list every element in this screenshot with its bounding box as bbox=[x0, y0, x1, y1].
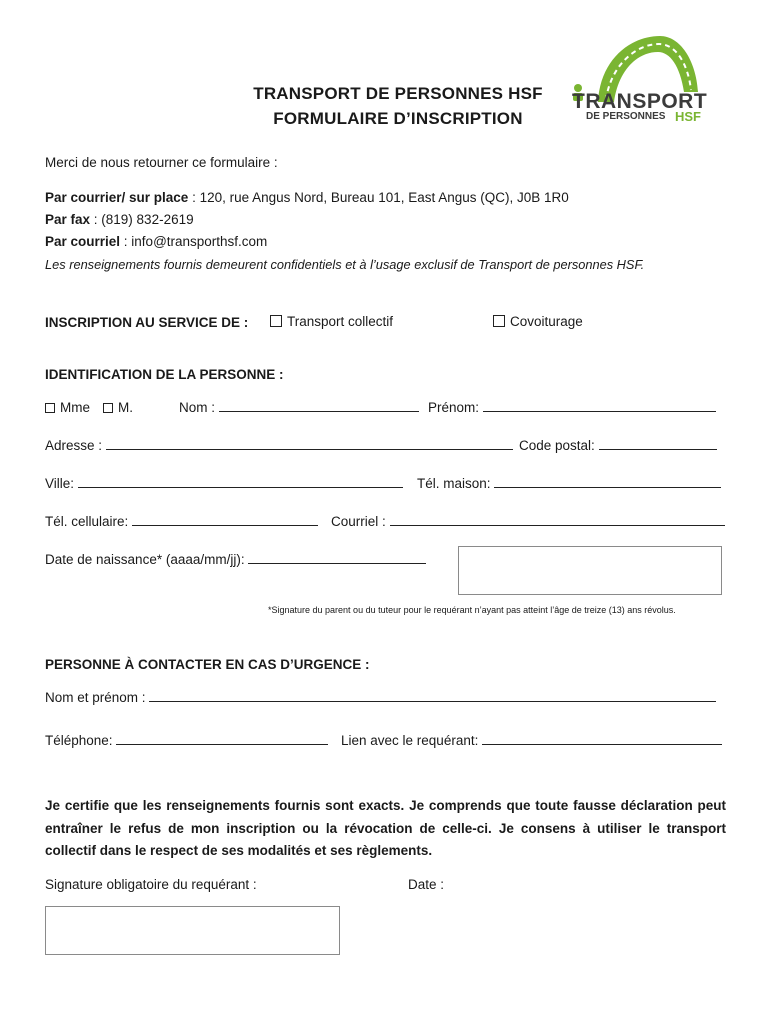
courriel-field[interactable] bbox=[331, 514, 725, 529]
tel-cell-label: Tél. cellulaire: bbox=[45, 514, 129, 529]
service-option-covoiturage[interactable] bbox=[493, 314, 583, 329]
logo bbox=[560, 30, 720, 130]
transport-checkbox[interactable] bbox=[270, 315, 282, 327]
code-postal-label: Code postal: bbox=[519, 438, 595, 453]
urgence-heading: PERSONNE À CONTACTER EN CAS D’URGENCE : bbox=[45, 657, 370, 672]
mme-checkbox[interactable] bbox=[45, 403, 55, 413]
service-label: INSCRIPTION AU SERVICE DE : bbox=[45, 315, 249, 330]
adresse-label: Adresse : bbox=[45, 438, 103, 453]
prenom-field[interactable] bbox=[428, 400, 716, 415]
nom-field[interactable] bbox=[179, 400, 419, 415]
prenom-label: Prénom: bbox=[428, 400, 480, 415]
transport-label: Transport collectif bbox=[287, 314, 394, 329]
covoiturage-checkbox[interactable] bbox=[493, 315, 505, 327]
logo-word-main: TRANSPORT bbox=[572, 90, 708, 113]
intro-lead: Merci de nous retourner ce formulaire : bbox=[45, 155, 278, 170]
signature-note: *Signature du parent ou du tuteur pour le requérant n’ayant pas atteint l’âge de treize (13) ans révolus. bbox=[268, 605, 676, 615]
urgence-telephone-label: Téléphone: bbox=[45, 733, 113, 748]
certification-text: Je certifie que les renseignements fournis sont exacts. Je comprends que toute fausse déclaration peut entraîner le refus de mon inscription ou la révocation de celle-ci. Je consens à utiliser le transport collectif dans le respect de ses modalités et ses règlements. bbox=[45, 798, 726, 858]
m-checkbox[interactable] bbox=[103, 403, 113, 413]
courrier-value: : 120, rue Angus Nord, Bureau 101, East Angus (QC), J0B 1R0 bbox=[188, 190, 569, 205]
fax-value: : (819) 832-2619 bbox=[90, 212, 194, 227]
logo-word-brand: HSF bbox=[675, 109, 701, 124]
courriel-label: Courriel : bbox=[331, 514, 386, 529]
courrier-label: Par courrier/ sur place bbox=[45, 190, 189, 205]
urgence-lien-field[interactable] bbox=[341, 733, 722, 748]
email-value: : info@transporthsf.com bbox=[120, 234, 268, 249]
signature-box[interactable] bbox=[45, 906, 340, 955]
m-label: M. bbox=[118, 400, 133, 415]
mme-option[interactable] bbox=[45, 400, 90, 415]
courrier-line bbox=[45, 190, 569, 205]
urgence-lien-label: Lien avec le requérant: bbox=[341, 733, 479, 748]
ville-label: Ville: bbox=[45, 476, 75, 491]
service-option-transport[interactable] bbox=[270, 314, 393, 329]
adresse-field[interactable] bbox=[45, 438, 513, 453]
confidential-note: Les renseignements fournis demeurent confidentiels et à l’usage exclusif de Transport de personnes HSF. bbox=[45, 257, 645, 272]
signature-label: Signature obligatoire du requérant : bbox=[45, 877, 257, 892]
nom-label: Nom : bbox=[179, 400, 216, 415]
fax-label: Par fax bbox=[45, 212, 91, 227]
email-line bbox=[45, 234, 267, 249]
urgence-nom-label: Nom et prénom : bbox=[45, 690, 146, 705]
naissance-label: Date de naissance* (aaaa/mm/jj): bbox=[45, 552, 245, 567]
logo-word-sub: DE PERSONNES bbox=[586, 111, 666, 122]
naissance-field[interactable] bbox=[45, 552, 426, 567]
urgence-nom-field[interactable] bbox=[45, 690, 716, 705]
urgence-telephone-field[interactable] bbox=[45, 733, 328, 748]
m-option[interactable] bbox=[103, 400, 133, 415]
mme-label: Mme bbox=[60, 400, 90, 415]
email-label: Par courriel bbox=[45, 234, 121, 249]
page-title: TRANSPORT DE PERSONNES HSF bbox=[253, 84, 543, 103]
date-label: Date : bbox=[408, 877, 445, 892]
tel-maison-label: Tél. maison: bbox=[417, 476, 491, 491]
tel-maison-field[interactable] bbox=[417, 476, 721, 491]
tel-cell-field[interactable] bbox=[45, 514, 318, 529]
fax-line bbox=[45, 212, 194, 227]
ville-field[interactable] bbox=[45, 476, 403, 491]
covoiturage-label: Covoiturage bbox=[510, 314, 583, 329]
page-subtitle: FORMULAIRE D’INSCRIPTION bbox=[273, 109, 523, 128]
identification-heading: IDENTIFICATION DE LA PERSONNE : bbox=[45, 367, 284, 382]
parent-signature-box[interactable] bbox=[458, 546, 722, 595]
code-postal-field[interactable] bbox=[519, 438, 717, 453]
